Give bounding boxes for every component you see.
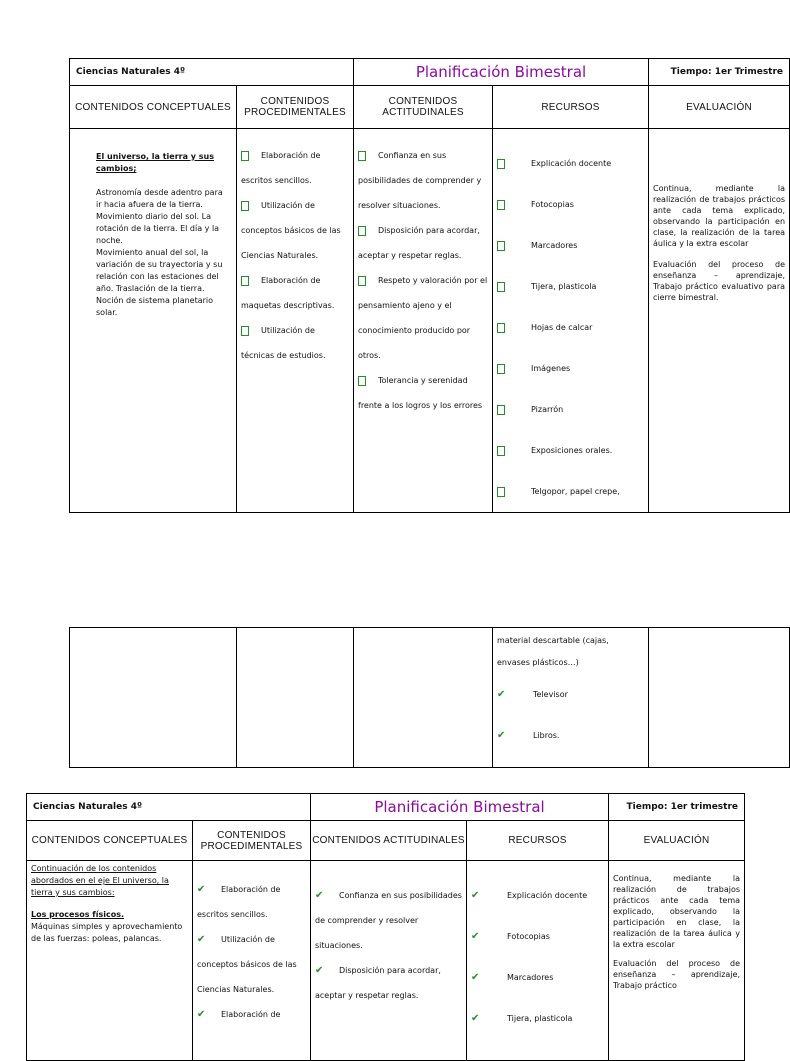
- procedural-item: Elaboración de escritos sencillos.: [241, 151, 321, 185]
- checkbox-icon: [497, 241, 505, 251]
- conceptual-title: Los procesos físicos.: [31, 910, 125, 919]
- title-row: [70, 59, 790, 86]
- checkbox-icon: [497, 487, 505, 497]
- conceptual-title: El universo, la tierra y sus cambios;: [96, 152, 215, 173]
- resource-item: ✔ Tijera, plasticola: [471, 1013, 573, 1024]
- procedural-cell: [237, 628, 354, 768]
- attitudinal-item: Confianza en sus posibilidades de comprender y resolver situaciones.: [358, 151, 482, 210]
- checkbox-icon: [358, 226, 366, 236]
- procedural-cell: [237, 129, 354, 513]
- attitudinal-item: Disposición para acordar, aceptar y respetar reglas.: [358, 226, 480, 260]
- checkbox-icon: [497, 323, 505, 333]
- evaluation-text-2: Evaluación del proceso de enseñanza – aprendizaje, Trabajo práctico: [613, 959, 741, 990]
- subject-label: Ciencias Naturales 4º: [70, 59, 354, 86]
- checkbox-icon: [358, 151, 366, 161]
- resource-item: ✔ Televisor: [497, 689, 568, 700]
- checkbox-icon: [358, 276, 366, 286]
- resources-cell: [467, 861, 609, 1061]
- time-label: Tiempo: 1er trimestre: [609, 794, 745, 821]
- checkmark-icon: ✔: [315, 890, 324, 901]
- attitudinal-item: Respeto y valoración por el pensamiento ajeno y el conocimiento producido por otros.: [358, 276, 488, 360]
- header-conceptual: CONTENIDOS CONCEPTUALES: [70, 86, 237, 129]
- content-row: [70, 129, 790, 513]
- resource-item: Pizarrón: [493, 389, 648, 430]
- checkmark-icon: ✔: [471, 890, 480, 901]
- checkmark-icon: ✔: [471, 931, 480, 942]
- evaluation-text-2: Evaluación del proceso de enseñanza – aprendizaje, Trabajo práctico evaluativo para cierre bimestral.: [653, 260, 786, 302]
- checkmark-icon: ✔: [197, 1009, 206, 1020]
- plan-title: Planificación Bimestral: [311, 794, 609, 821]
- conceptual-cell: [70, 628, 237, 768]
- checkmark-icon: ✔: [471, 972, 480, 983]
- attitudinal-item: Tolerancia y serenidad frente a los logros y los errores: [358, 376, 483, 410]
- title-row: [27, 794, 745, 821]
- header-resources: RECURSOS: [467, 821, 609, 861]
- resources-cell: [493, 628, 649, 768]
- resource-item: Telgopor, papel crepe,: [493, 471, 648, 512]
- planning-table-1-continuation: [69, 627, 790, 768]
- evaluation-cell: [649, 628, 790, 768]
- checkmark-icon: ✔: [197, 934, 206, 945]
- attitudinal-item: ✔ Disposición para acordar, aceptar y respetar reglas.: [315, 958, 462, 1008]
- subject-label: Ciencias Naturales 4º: [27, 794, 311, 821]
- procedural-item: ✔ Elaboración de: [197, 1002, 306, 1027]
- header-row: [27, 821, 745, 861]
- time-label: Tiempo: 1er Trimestre: [649, 59, 790, 86]
- header-attitudinal: CONTENIDOS ACTITUDINALES: [311, 821, 467, 861]
- procedural-item: Utilización de técnicas de estudios.: [241, 326, 326, 360]
- checkbox-icon: [241, 276, 249, 286]
- resources-cell: [493, 129, 649, 513]
- resource-item: Fotocopias: [493, 184, 648, 225]
- attitudinal-cell: [354, 129, 493, 513]
- resource-item: ✔ Marcadores: [471, 972, 554, 983]
- conceptual-text: Astronomía desde adentro para ir hacia afuera de la tierra. Movimiento diario del sol. La rotación de la tierra. El día y la noche. Movimiento anual del sol, la variación de su trayectoria y su relación con las estaciones del año. Traslación de la tierra. Noción de sistema planetario solar.: [96, 188, 223, 317]
- plan-title: Planificación Bimestral: [354, 59, 649, 86]
- checkbox-icon: [358, 376, 366, 386]
- evaluation-text-1: Continua, mediante la realización de trabajos prácticos ante cada tema explicado, observando la participación en clase, la realización de la tarea áulica y la extra escolar: [653, 184, 786, 248]
- checkbox-icon: [241, 201, 249, 211]
- resource-item: ✔ Libros.: [497, 730, 560, 741]
- conceptual-intro: Continuación de los contenidos abordados en el eje El universo, la tierra y sus cambios:: [31, 864, 169, 897]
- continuation-row: [70, 628, 790, 768]
- procedural-item: ✔ Elaboración de escritos sencillos.: [197, 877, 306, 927]
- checkbox-icon: [497, 200, 505, 210]
- planning-table-2: [26, 793, 745, 1061]
- resource-item: Hojas de calcar: [493, 307, 648, 348]
- evaluation-cell: [609, 861, 745, 1061]
- checkmark-icon: ✔: [471, 1013, 480, 1024]
- header-row: [70, 86, 790, 129]
- planning-table-1: [69, 58, 790, 513]
- header-evaluation: EVALUACIÓN: [649, 86, 790, 129]
- conceptual-cell: [27, 861, 193, 1061]
- resource-item: ✔ Explicación docente: [471, 890, 588, 901]
- header-attitudinal: CONTENIDOS ACTITUDINALES: [354, 86, 493, 129]
- checkbox-icon: [497, 446, 505, 456]
- resource-item: ✔ Fotocopias: [471, 931, 550, 942]
- resource-item: Exposiciones orales.: [493, 430, 648, 471]
- attitudinal-cell: [354, 628, 493, 768]
- resources-text: material descartable (cajas, envases plásticos…): [497, 636, 609, 667]
- resource-item: Imágenes: [493, 348, 648, 389]
- checkmark-icon: ✔: [315, 965, 324, 976]
- header-resources: RECURSOS: [493, 86, 649, 129]
- procedural-item: Elaboración de maquetas descriptivas.: [241, 276, 335, 310]
- checkmark-icon: ✔: [197, 884, 206, 895]
- evaluation-text-1: Continua, mediante la realización de trabajos prácticos ante cada tema explicado, observando la participación en clase, la realización de la tarea áulica y la extra escolar: [613, 874, 741, 949]
- header-conceptual: CONTENIDOS CONCEPTUALES: [27, 821, 193, 861]
- header-procedural: CONTENIDOS PROCEDIMENTALES: [193, 821, 311, 861]
- header-procedural: CONTENIDOS PROCEDIMENTALES: [237, 86, 354, 129]
- checkmark-icon: ✔: [497, 730, 506, 741]
- resource-item: Explicación docente: [493, 143, 648, 184]
- checkbox-icon: [241, 326, 249, 336]
- content-row: [27, 861, 745, 1061]
- checkbox-icon: [497, 159, 505, 169]
- resource-item: Marcadores: [493, 225, 648, 266]
- attitudinal-item: ✔ Confianza en sus posibilidades de comprender y resolver situaciones.: [315, 883, 462, 958]
- checkbox-icon: [497, 364, 505, 374]
- attitudinal-cell: [311, 861, 467, 1061]
- procedural-cell: [193, 861, 311, 1061]
- conceptual-text: Máquinas simples y aprovechamiento de las fuerzas: poleas, palancas.: [31, 922, 183, 943]
- checkbox-icon: [497, 405, 505, 415]
- checkmark-icon: ✔: [497, 689, 506, 700]
- procedural-item: ✔ Utilización de conceptos básicos de las Ciencias Naturales.: [197, 927, 306, 1002]
- procedural-item: Utilización de conceptos básicos de las Ciencias Naturales.: [241, 201, 341, 260]
- conceptual-cell: [70, 129, 237, 513]
- evaluation-cell: [649, 129, 790, 513]
- checkbox-icon: [241, 151, 249, 161]
- resource-item: Tijera, plasticola: [493, 266, 648, 307]
- checkbox-icon: [497, 282, 505, 292]
- header-evaluation: EVALUACIÓN: [609, 821, 745, 861]
